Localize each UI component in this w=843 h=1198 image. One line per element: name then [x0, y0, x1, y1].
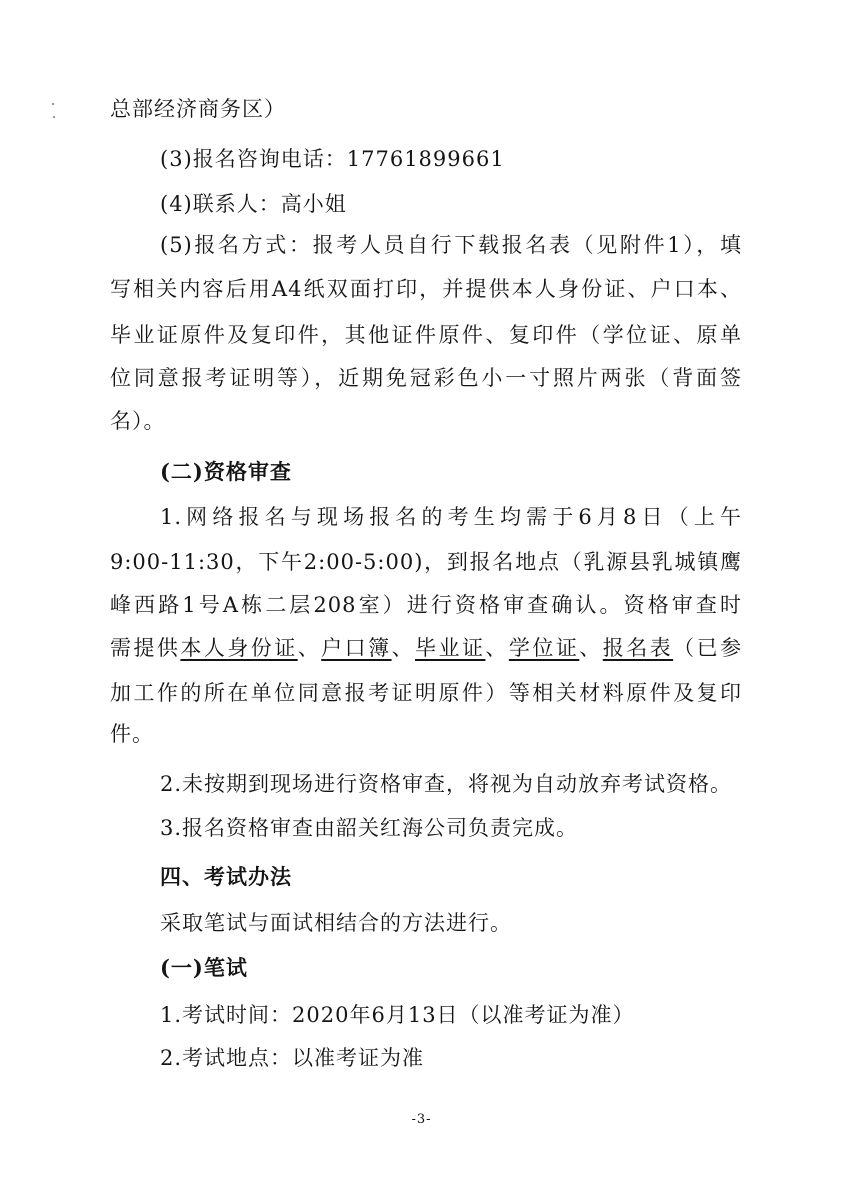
text-line: 1.考试时间：2020年6月13日（以准考证为准）	[160, 1003, 635, 1027]
section-heading: (一)笔试	[160, 955, 248, 980]
scan-speck	[52, 103, 54, 105]
text-line: 峰西路1号A栋二层208室）进行资格审查确认。资格审查时	[110, 593, 742, 617]
section-heading: (二)资格审查	[160, 459, 292, 484]
required-doc-household: 户口簿	[321, 636, 392, 660]
text-fragment: 需提供	[110, 636, 181, 660]
text-line: (3)报名咨询电话：17761899661	[160, 147, 505, 171]
text-line: 加工作的所在单位同意报考证明原件）等相关材料原件及复印	[110, 681, 742, 705]
text-line: 写相关内容后用A4纸双面打印，并提供本人身份证、户口本、	[110, 277, 742, 301]
text-line: (5)报名方式：报考人员自行下载报名表（见附件1），填	[160, 233, 742, 257]
text-line: (4)联系人：高小姐	[160, 192, 347, 216]
separator: 、	[579, 636, 603, 660]
text-line: 2.考试地点：以准考证为准	[160, 1046, 425, 1070]
separator: 、	[297, 636, 322, 660]
text-line: 9:00-11:30，下午2:00-5:00)，到报名地点（乳源县乳城镇鹰	[110, 550, 742, 574]
section-heading: 四、考试办法	[160, 864, 292, 889]
text-line: 采取笔试与面试相结合的方法进行。	[160, 911, 512, 935]
required-doc-form: 报名表	[602, 636, 674, 660]
separator: 、	[485, 636, 509, 660]
scan-speck	[53, 116, 55, 118]
text-line: 总部经济商务区）	[110, 97, 286, 121]
text-fragment: （已参	[673, 636, 743, 660]
text-line: 件。	[110, 722, 154, 746]
text-line: 毕业证原件及复印件，其他证件原件、复印件（学位证、原单	[110, 323, 742, 347]
required-doc-diploma: 毕业证	[415, 636, 486, 660]
required-doc-degree: 学位证	[508, 636, 580, 660]
required-doc-id-card: 本人身份证	[180, 636, 298, 660]
text-line: 位同意报考证明等），近期免冠彩色小一寸照片两张（背面签	[110, 366, 742, 390]
text-line: 1.网络报名与现场报名的考生均需于6月8日（上午	[160, 505, 742, 529]
text-line	[110, 633, 742, 663]
text-line: 2.未按期到现场进行资格审查，将视为自动放弃考试资格。	[160, 772, 733, 796]
text-line: 3.报名资格审查由韶关红海公司负责完成。	[160, 816, 579, 840]
text-line: 名）。	[110, 409, 166, 433]
separator: 、	[391, 636, 416, 660]
page-number: -3-	[411, 1112, 432, 1127]
